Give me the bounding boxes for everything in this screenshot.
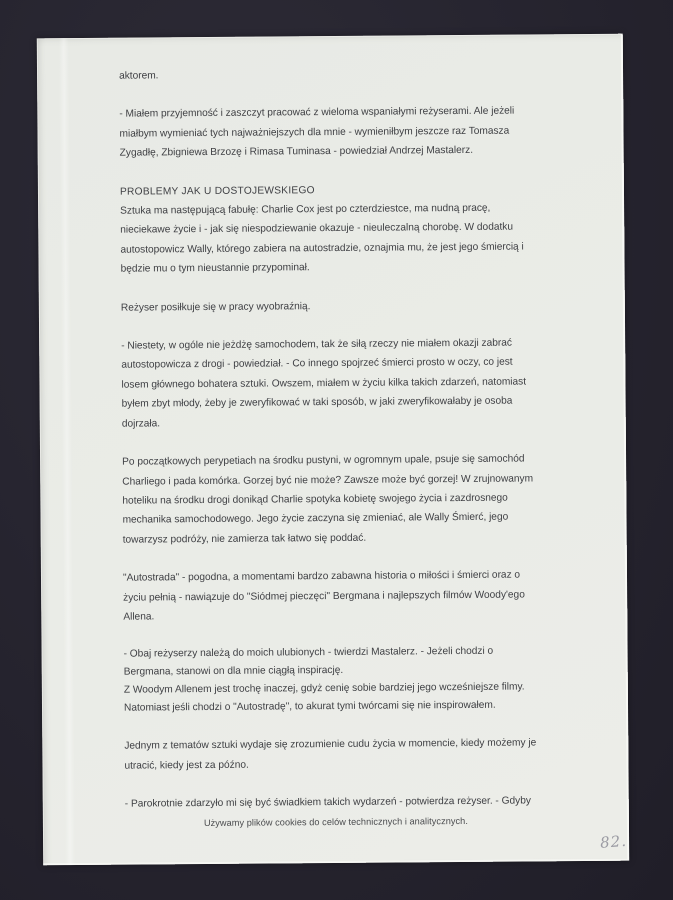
- paragraph: - Obaj reżyserzy należą do moich ulubionych - twierdzi Mastalerz. - Jeżeli chodzi o Bergmana, stanowi on dla mnie ciągłą inspirację. Z Woodym Allenem jest trochę inaczej, gdyż cenię sobie bardziej jego wcześniejsze filmy. Natomiast jeśli chodzi o "Autostradę", to akurat tymi twórcami się nie inspirowałem.: [123, 646, 525, 714]
- article-text: [119, 63, 589, 833]
- paragraph: "Autostrada" - pogodna, a momentami bardzo zabawna historia o miłości i śmierci oraz o życiu pełnią - nawiązuje do "Siódmej pieczęci" Bergmana i najlepszych filmów Woody'ego Allena.: [122, 569, 525, 623]
- paragraph: aktorem.: [119, 70, 159, 82]
- paragraph: Sztuka ma następującą fabułę: Charlie Cox jest po czterdziestce, ma nudną pracę, nieciekawe życie i - jak się niespodziewanie okazuje - nieuleczalną chorobę. W dodatku autostopowicz Wally, którego zabiera na autostradzie, oznajmia mu, że jest jego śmiercią i będzie mu o tym nieustannie przypominał.: [120, 202, 524, 275]
- scanned-page: [37, 34, 629, 866]
- handwritten-page-number: 82.: [599, 831, 628, 852]
- section-heading: PROBLEMY JAK U DOSTOJEWSKIEGO: [119, 184, 315, 198]
- paragraph: - Niestety, w ogóle nie jeżdżę samochodem, tak że siłą rzeczy nie miałem okazji zabrać autostopowicza z drogi - powiedział. - Co innego spojrzeć śmierci prosto w oczy, co jest losem głównego bohatera sztuki. Owszem, miałem w życiu kilka takich zdarzeń, natomiast byłem zbyt młody, żeby je zweryfikować w taki sposób, w jaki zweryfikowałaby je osoba dojrzała.: [121, 337, 527, 430]
- paragraph: - Parokrotnie zdarzyło mi się być świadkiem takich wydarzeń - potwierdza reżyser. - Gdyby: [124, 795, 531, 810]
- paragraph: - Miałem przyjemność i zaszczyt pracować z wieloma wspaniałymi reżyserami. Ale jeżeli miałbym wymieniać tych najważniejszych dla mnie - wymieniłbym jeszcze raz Tomasza Zygadłę, Zbigniewa Brzozę i Rimasa Tuminasa - powiedział Andrzej Mastalerz.: [119, 105, 515, 159]
- paragraph: Reżyser posiłkuje się w pracy wyobraźnią.: [120, 300, 311, 314]
- paragraph: Po początkowych perypetiach na środku pustyni, w ogromnym upale, psuje się samochód Charliego i pada komórka. Gorzej być nie może? Zawsze może być gorzej! W zrujnowanym hoteliku na środku drogi donikąd Charlie spotyka kobietę swojego życia i zazdrosnego mechanika samochodowego. Jego życie zaczyna się zmieniać, ale Wally Śmierć, jego towarzysz podróży, nie zamierza tak łatwo się poddać.: [122, 453, 534, 546]
- cookie-notice: Używamy plików cookies do celów technicznych i analitycznych.: [203, 815, 468, 829]
- paragraph: Jednym z tematów sztuki wydaje się zrozumienie cudu życia w momencie, kiedy możemy je utracić, kiedy jest za późno.: [124, 737, 537, 772]
